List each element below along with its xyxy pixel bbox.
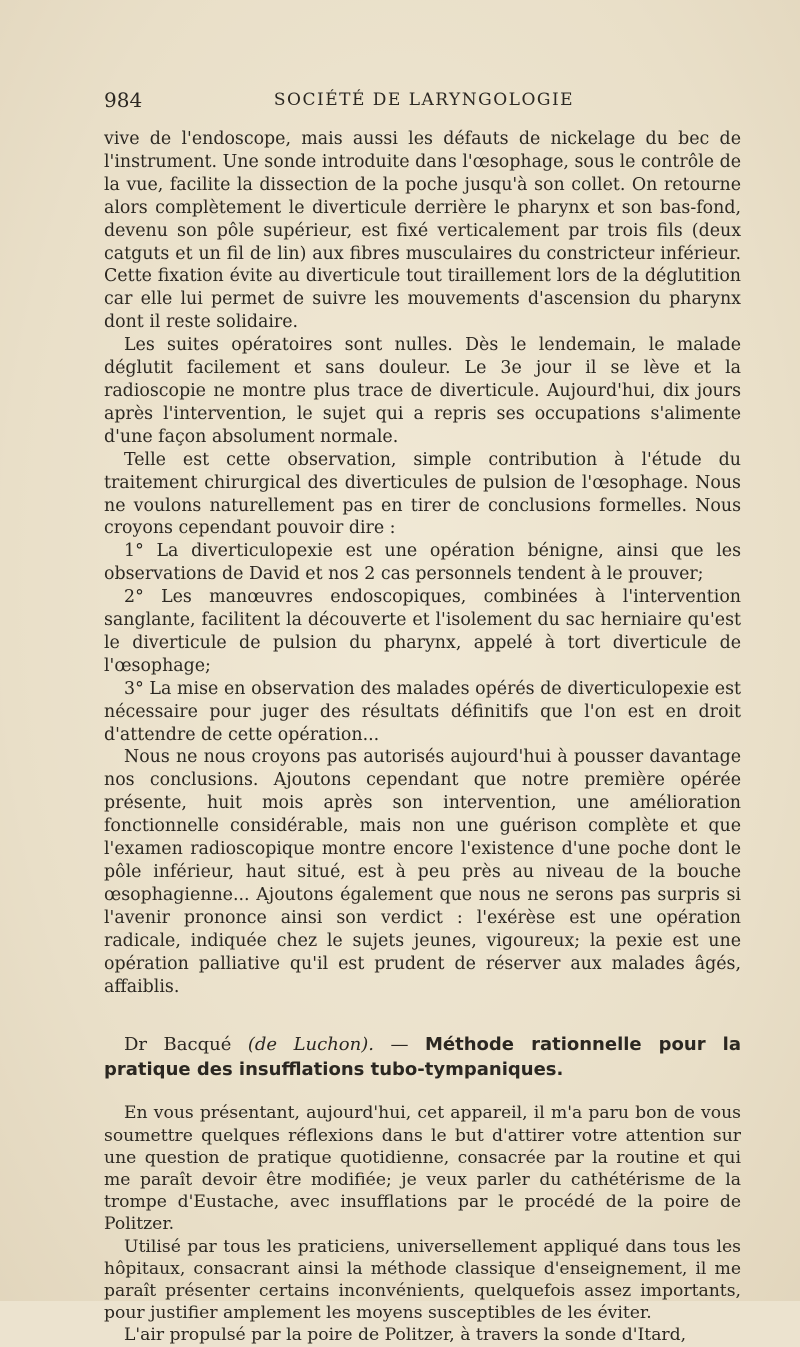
article-body xyxy=(104,1102,741,1346)
paragraph: 2° Les manœuvres endoscopiques, combinées à l'intervention sanglante, facilitent la découverte et l'isolement du sac herniaire qu'est le diverticule de pulsion du pharynx, appelé à tort diverticule de l'œsophage; xyxy=(104,587,741,676)
paragraph: Les suites opératoires sont nulles. Dès le lendemain, le malade déglutit facilement et sans douleur. Le 3e jour il se lève et la radioscopie ne montre plus trace de diverticule. Aujourd'hui, dix jours après l'intervention, le sujet qui a repris ses occupations s'alimente d'une façon absolument normale. xyxy=(104,335,741,447)
paragraph: L'air propulsé par la poire de Politzer, à travers la sonde d'Itard, xyxy=(124,1325,687,1346)
paragraph: En vous présentant, aujourd'hui, cet appareil, il m'a paru bon de vous soumettre quelques réflexions dans le but d'attirer votre attention sur une question de pratique quotidienne, consacrée par la routine et qui me paraît devoir être modifiée; je veux parler du cathétérisme de la trompe d'Eustache, avec insufflations par le procédé de la poire de Politzer. xyxy=(104,1103,741,1235)
heading-dash: — xyxy=(373,1034,426,1056)
paragraph: Utilisé par tous les praticiens, universellement appliqué dans tous les hôpitaux, consacrant ainsi la méthode classique d'enseignement, il me paraît présenter certains inconvénients, quelquefois assez importants, pour justifier amplement les moyens susceptibles de les éviter. xyxy=(104,1236,741,1324)
article-author: Dr Bacqué xyxy=(124,1034,232,1056)
page-number: 984 xyxy=(104,88,143,112)
paragraph: 3° La mise en observation des malades opérés de diverticulopexie est nécessaire pour juger des résultats définitifs que l'on est en droit d'attendre de cette opération... xyxy=(104,678,741,745)
page-header xyxy=(104,88,744,118)
paragraph: vive de l'endoscope, mais aussi les défauts de nickelage du bec de l'instrument. Une sonde introduite dans l'œsophage, sous le contrôle de la vue, facilite la dissection de la poche jusqu'à son collet. On retourne alors complètement le diverticule derrière le pharynx et son bas-fond, devenu son pôle supérieur, est fixé verticalement par trois fils (deux catguts et un fil de lin) aux fibres musculaires du constricteur inférieur. Cette fixation évite au diverticule tout tiraillement lors de la déglutition car elle lui permet de suivre les mouvements d'ascension du pharynx dont il reste solidaire. xyxy=(104,129,741,333)
paragraph: Nous ne nous croyons pas autorisés aujourd'hui à pousser davantage nos conclusions. Ajoutons cependant que notre première opérée présente, huit mois après son intervention, une amélioration fonctionnelle considérable, mais non une guérison complète et que l'examen radioscopique montre encore l'existence d'une poche dont le pôle inférieur, haut situé, est à peu près au niveau de la bouche œsophagienne... Ajoutons également que nous ne serons pas surpris si l'avenir prononce ainsi son verdict : l'exérèse est une opération radicale, indiquée chez le sujets jeunes, vigoureux; la pexie est une opération palliative qu'il est prudent de réserver aux malades âgés, affaiblis. xyxy=(104,747,741,997)
text-body xyxy=(104,128,741,1347)
article-title: Méthode rationnelle pour la pratique des insufflations tubo-tympaniques. xyxy=(104,1034,741,1081)
article-heading xyxy=(104,1032,741,1082)
running-head: SOCIÉTÉ DE LARYNGOLOGIE xyxy=(273,90,575,110)
paragraph: 1° La diverticulopexie est une opération bénigne, ainsi que les observations de David et nos 2 cas personnels tendent à le prouver; xyxy=(104,541,741,585)
article-affiliation: (de Luchon). xyxy=(247,1034,374,1056)
paragraph: Telle est cette observation, simple contribution à l'étude du traitement chirurgical des diverticules de pulsion de l'œsophage. Nous ne voulons naturellement pas en tirer de conclusions formelles. Nous croyons cependant pouvoir dire : xyxy=(104,449,741,539)
